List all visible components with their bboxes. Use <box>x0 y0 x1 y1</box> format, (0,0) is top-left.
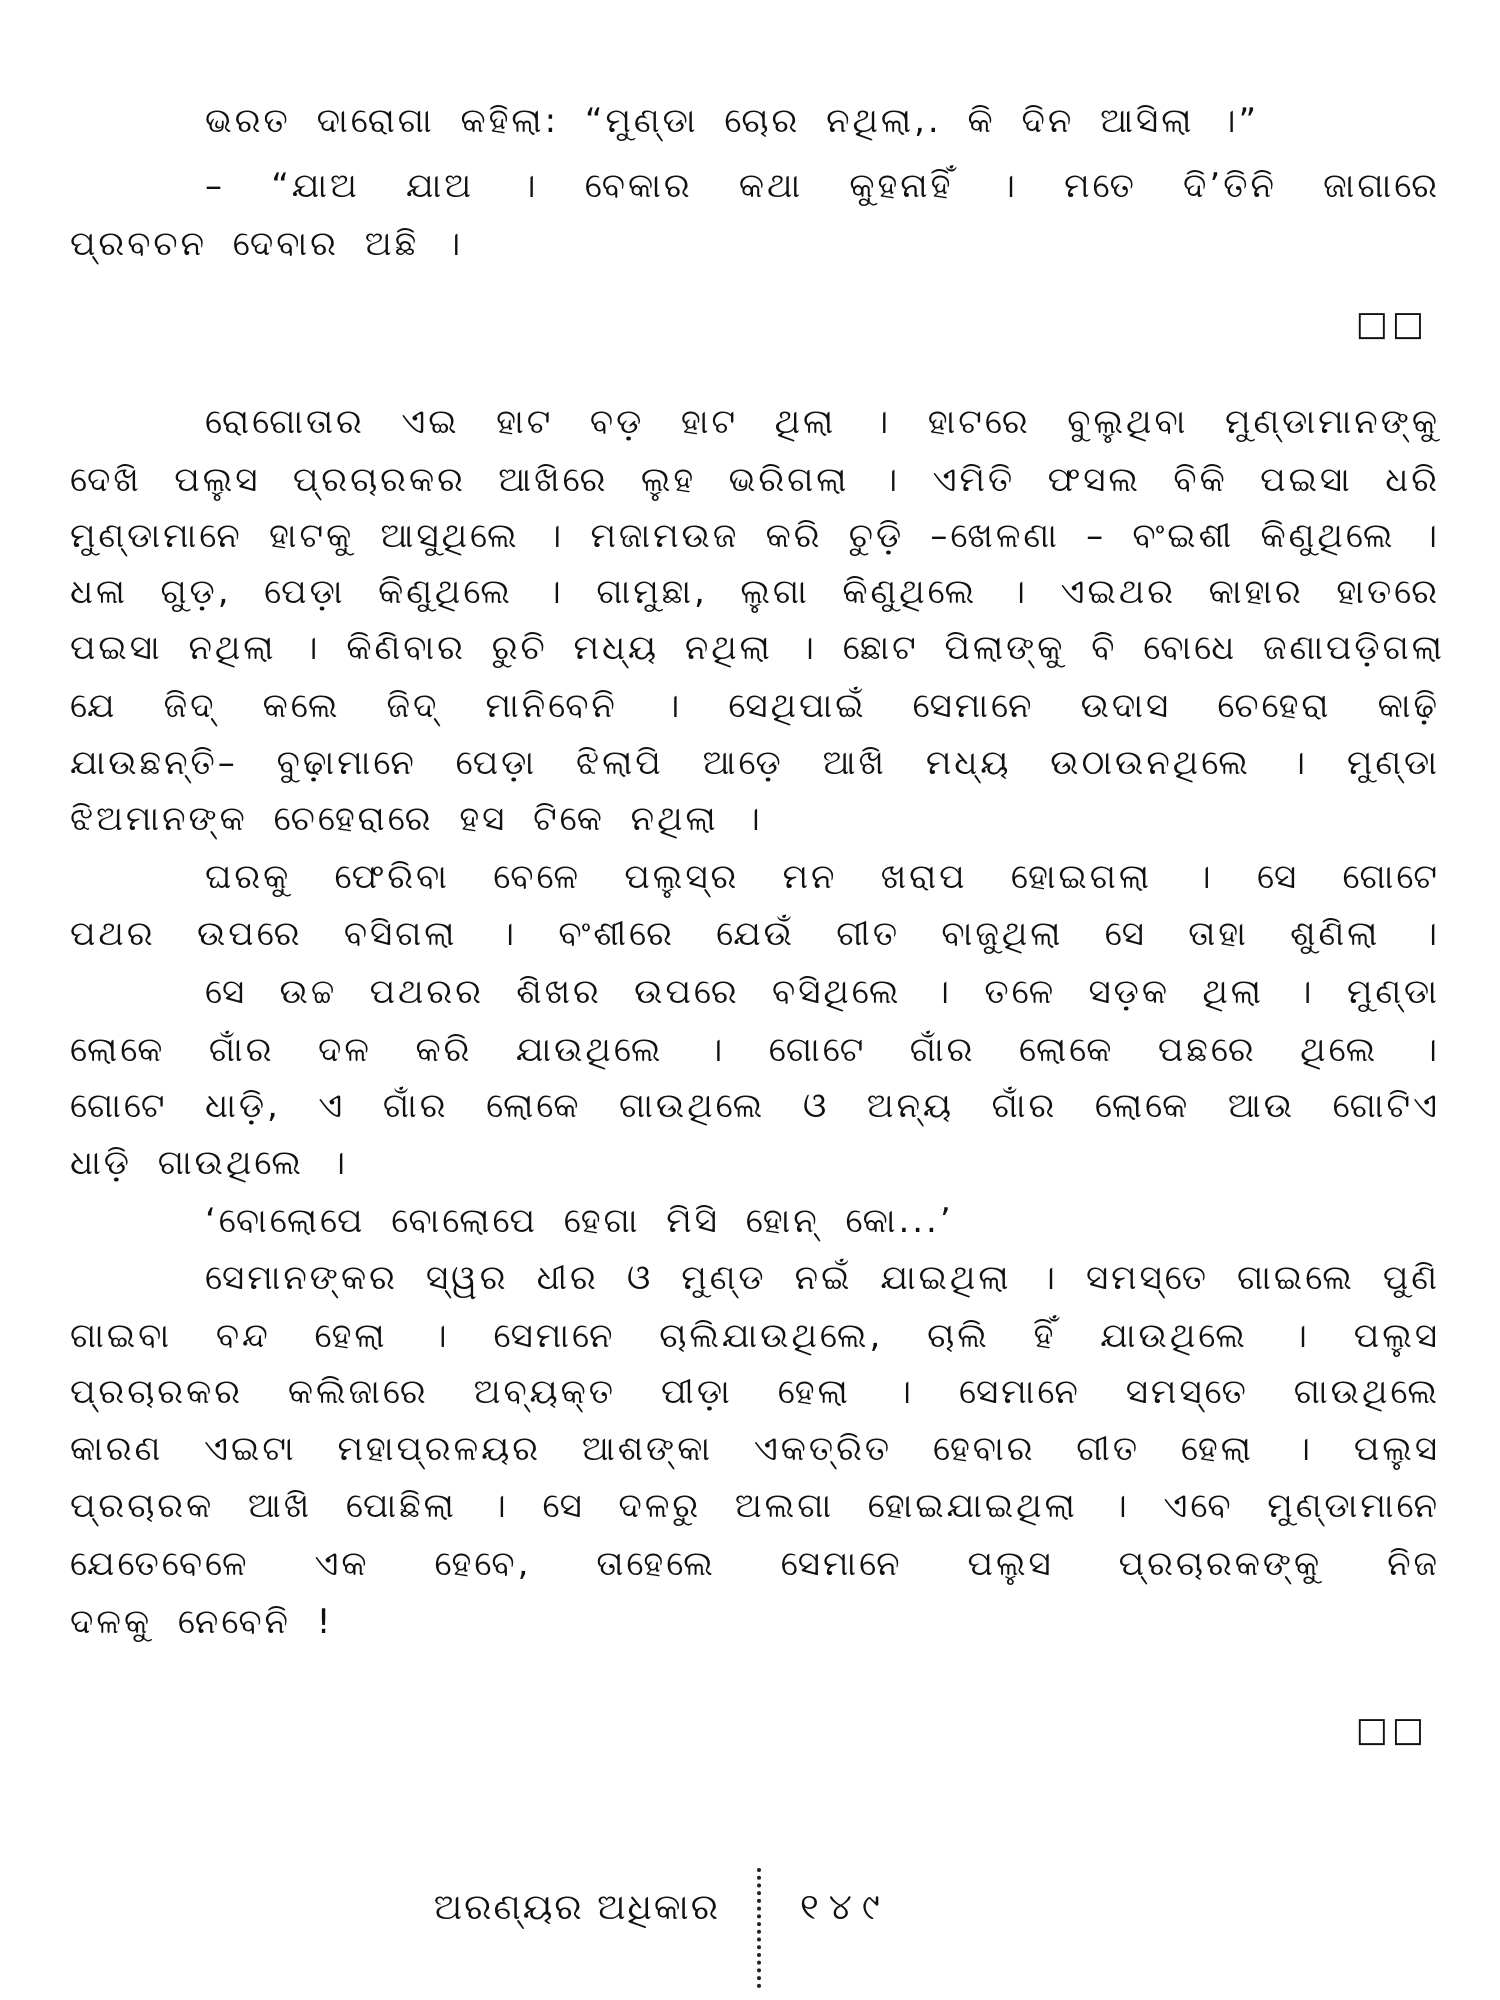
text-line-8: ପଇସା ନଥିଲା । କିଣିବାର ରୁଚି ମଧ୍ୟ ନଥିଲା । ଛୋଟ ପିଲାଙ୍କୁ ବି ବୋଧେ ଜଣାପଡ଼ିଗଲା <box>70 628 1445 668</box>
text-line-15: ଲୋକେ ଗାଁର ଦଳ କରି ଯାଉଥିଲେ । ଗୋଟେ ଗାଁର ଲୋକେ ପଛରେ ଥିଲେ । <box>70 1030 1440 1070</box>
text-line-17: ଧାଡ଼ି ଗାଉଥିଲେ । <box>70 1143 349 1183</box>
text-line-21: କାରଣ ଏଇଟା ମହାପ୍ରଳୟର ଆଶଙ୍କା ଏକତ୍ରିତ ହେବାର ଗୀତ ହେଲା । ପଲୁସ <box>70 1429 1440 1469</box>
text-line-4: ରୋଗୋତାର ଏଇ ହାଟ ବଡ଼ ହାଟ ଥିଲା । ହାଟରେ ବୁଲୁଥିବା ମୁଣ୍ଡାମାନଙ୍କୁ <box>205 402 1440 442</box>
text-line-5: ଦେଖି ପଲୁସ ପ୍ରଚାରକର ଆଖିରେ ଲୁହ ଭରିଗଲା । ଏମିତି ଫସଲ ବିକି ପଇସା ଧରି <box>70 460 1440 500</box>
text-line-22: ପ୍ରଚାରକ ଆଖି ପୋଛିଲା । ସେ ଦଳରୁ ଅଲଗା ହୋଇଯାଇଥିଲା । ଏବେ ମୁଣ୍ଡାମାନେ <box>70 1486 1440 1526</box>
text-line-2: – “ଯାଅ ଯାଅ । ବେକାର କଥା କୁହନାହିଁ । ମତେ ଦି’ତିନି ଜାଗାରେ <box>205 166 1440 206</box>
text-line-1: ଭରତ ଦାରୋଗା କହିଲା: “ମୁଣ୍ଡା ଚୋର ନଥିଲା,. କି ଦିନ ଆସିଲା ।” <box>205 101 1260 141</box>
text-line-7: ଧଳା ଗୁଡ଼, ପେଡ଼ା କିଣୁଥିଲେ । ଗାମୁଛା, ଲୁଗା କିଣୁଥିଲେ । ଏଇଥର କାହାର ହାତରେ <box>70 572 1440 612</box>
section-break-mark: □□ <box>1355 304 1428 344</box>
text-line-11: ଝିଅମାନଙ୍କ ଚେହେରାରେ ହସ ଟିକେ ନଥିଲା । <box>70 799 763 839</box>
text-line-18: ସେମାନଙ୍କର ସ୍ୱର ଧୀର ଓ ମୁଣ୍ଡ ନଇଁ ଯାଇଥିଲା । ସମସ୍ତେ ଗାଇଲେ ପୁଣି <box>205 1258 1440 1298</box>
footer-divider <box>757 1868 761 1988</box>
text-line-14: ସେ ଉଚ୍ଚ ପଥରର ଶିଖର ଉପରେ ବସିଥିଲେ । ତଳେ ସଡ଼କ ଥିଲା । ମୁଣ୍ଡା <box>205 972 1440 1012</box>
text-line-23: ଯେତେବେଳେ ଏକ ହେବେ, ତାହେଲେ ସେମାନେ ପଲୁସ ପ୍ରଚାରକଙ୍କୁ ନିଜ <box>70 1544 1440 1584</box>
footer-book-title: ଅରଣ୍ୟର ଅଧିକାର <box>433 1887 720 1928</box>
text-line-3: ପ୍ରବଚନ ଦେବାର ଅଛି । <box>70 224 464 264</box>
text-line-9: ଯେ ଜିଦ୍ କଲେ ଜିଦ୍ ମାନିବେନି । ସେଥିପାଇଁ ସେମାନେ ଉଦାସ ଚେହେରା କାଢ଼ି <box>70 686 1440 726</box>
footer-page-number: ୧୪୯ <box>800 1887 890 1928</box>
text-line-24: ଦଳକୁ ନେବେନି ! <box>70 1602 334 1642</box>
section-break-mark-end: □□ <box>1355 1710 1428 1750</box>
text-line-16: ଗୋଟେ ଧାଡ଼ି, ଏ ଗାଁର ଲୋକେ ଗାଉଥିଲେ ଓ ଅନ୍ୟ ଗାଁର ଲୋକେ ଆଉ ଗୋଟିଏ <box>70 1086 1440 1126</box>
text-line-12: ଘରକୁ ଫେରିବା ବେଳେ ପଲୁସ୍‌ର ମନ ଖରାପ ହୋଇଗଲା । ସେ ଗୋଟେ <box>205 857 1440 897</box>
text-line-10: ଯାଉଛନ୍ତି– ବୁଢ଼ାମାନେ ପେଡ଼ା ଝିଲାପି ଆଡ଼େ ଆଖି ମଧ୍ୟ ଉଠାଉନଥିଲେ । ମୁଣ୍ଡା <box>70 743 1440 783</box>
text-line-6: ମୁଣ୍ଡାମାନେ ହାଟକୁ ଆସୁଥିଲେ । ମଜାମଉଜ କରି ଚୁଡ଼ି –ଖେଳଣା – ବଂଇଶୀ କିଣୁଥିଲେ । <box>70 516 1440 556</box>
text-line-19: ଗାଇବା ବନ୍ଦ ହେଲା । ସେମାନେ ଚାଲିଯାଉଥିଲେ, ଚାଲି ହିଁ ଯାଉଥିଲେ । ପଲୁସ <box>70 1316 1440 1356</box>
text-line-20: ପ୍ରଚାରକର କଲିଜାରେ ଅବ୍ୟକ୍ତ ପୀଡ଼ା ହେଲା । ସେମାନେ ସମସ୍ତେ ଗାଉଥିଲେ <box>70 1372 1440 1412</box>
text-line-13: ପଥର ଉପରେ ବସିଗଲା । ବଂଶୀରେ ଯେଉଁ ଗୀତ ବାଜୁଥିଲା ସେ ତାହା ଶୁଣିଲା । <box>70 914 1440 954</box>
song-line: ‘ବୋଲୋପେ ବୋଲୋପେ ହେଗା ମିସି ହୋନ୍ କୋ...’ <box>205 1201 954 1241</box>
